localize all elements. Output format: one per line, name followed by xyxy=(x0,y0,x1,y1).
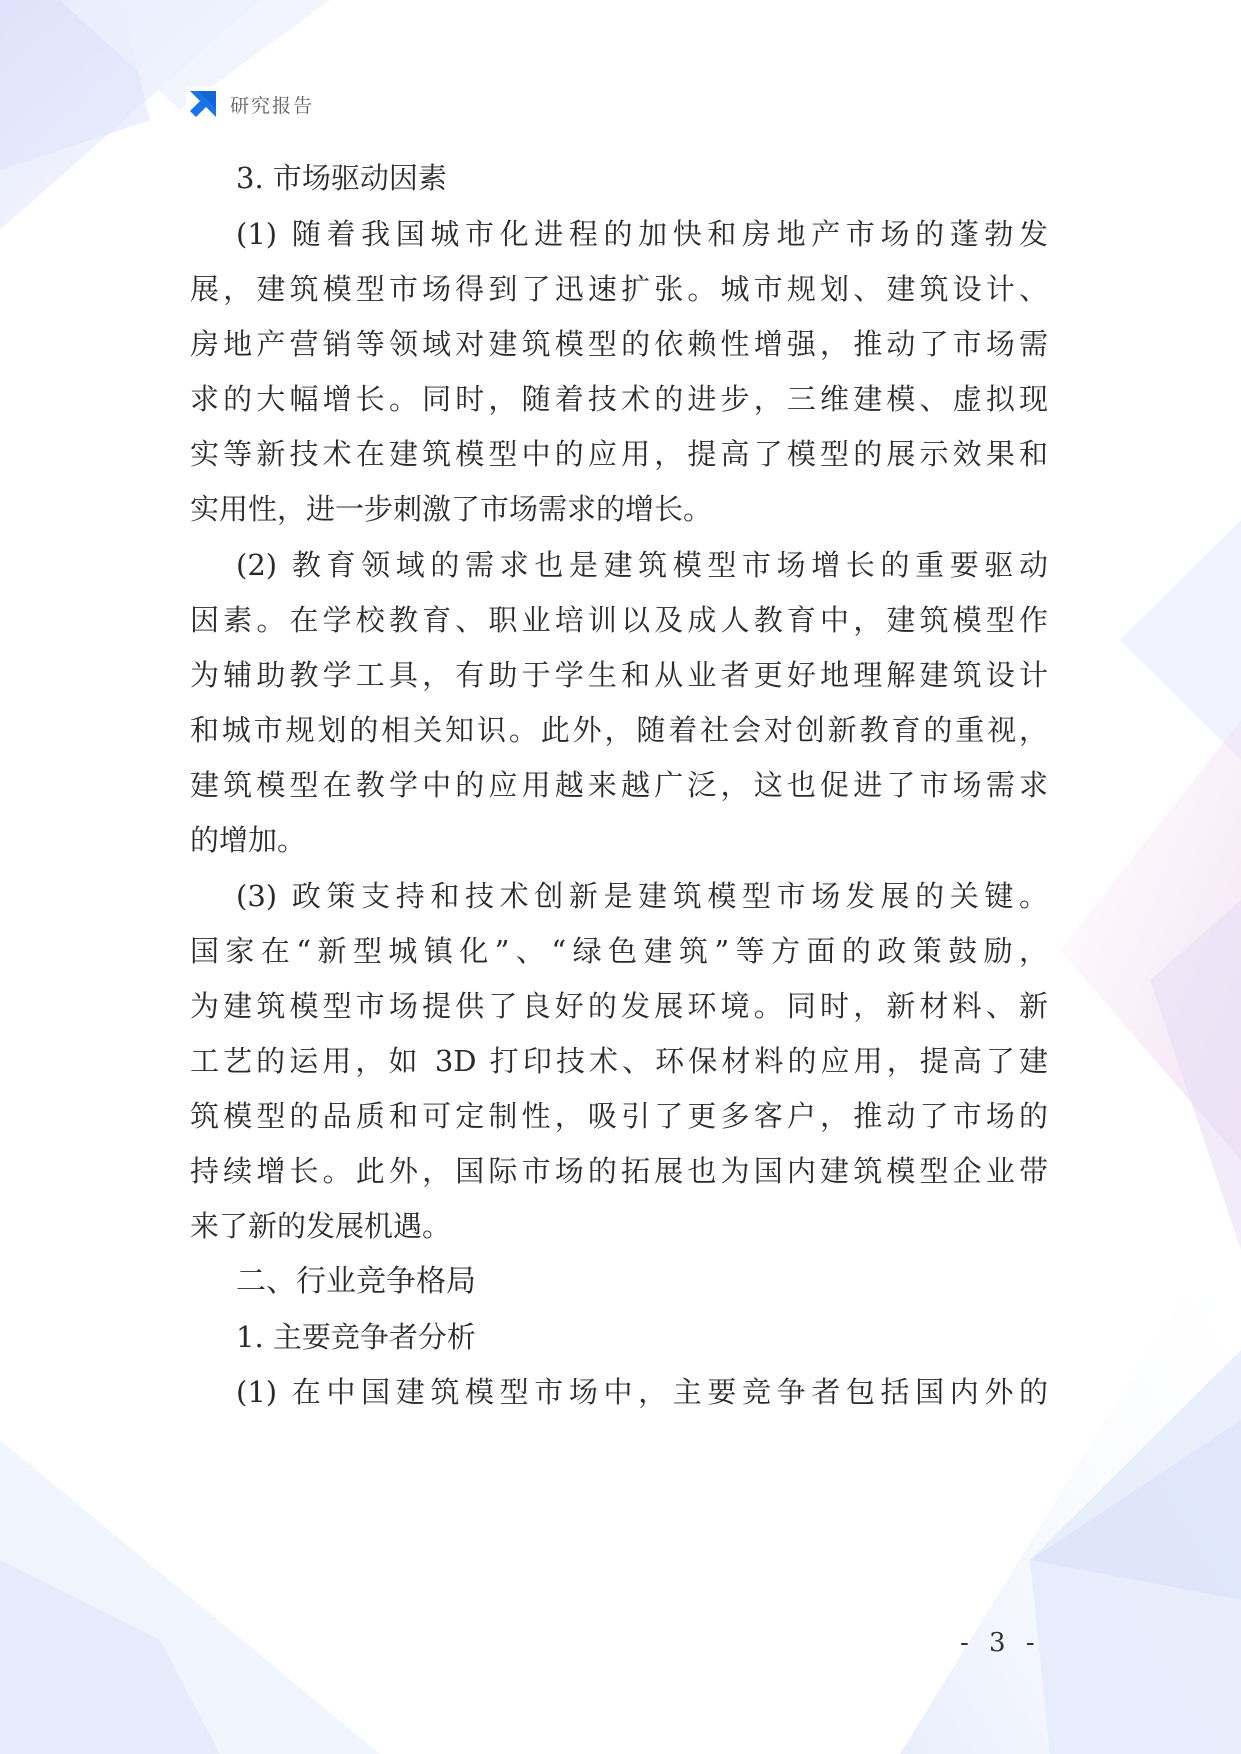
paragraph-line: (2) 教育领域的需求也是建筑模型市场增长的重要驱动 xyxy=(236,548,1048,582)
paragraph-line: 筑模型的品质和可定制性，吸引了更多客户，推动了市场的 xyxy=(190,1099,1048,1133)
paragraph-line: 来了新的发展机遇。 xyxy=(190,1209,452,1243)
paragraph-line: 因素。在学校教育、职业培训以及成人教育中，建筑模型作 xyxy=(190,603,1048,637)
paragraph-line: 求的大幅增长。同时，随着技术的进步，三维建模、虚拟现 xyxy=(190,382,1048,416)
paragraph-line: 为辅助教学工具，有助于学生和从业者更好地理解建筑设计 xyxy=(190,658,1048,692)
paragraph-line: 国家在“新型城镇化”、“绿色建筑”等方面的政策鼓励， xyxy=(190,934,1048,968)
paragraph-line: (1) 随着我国城市化进程的加快和房地产市场的蓬勃发 xyxy=(236,217,1048,251)
page-number: - 3 - xyxy=(960,1628,1041,1658)
paragraph-line: 房地产营销等领域对建筑模型的依赖性增强，推动了市场需 xyxy=(190,327,1048,361)
paragraph-line: 展，建筑模型市场得到了迅速扩张。城市规划、建筑设计、 xyxy=(190,272,1048,306)
section-heading: 1. 主要竞争者分析 xyxy=(236,1320,476,1354)
paragraph-line: (3) 政策支持和技术创新是建筑模型市场发展的关键。 xyxy=(236,879,1048,913)
paragraph-line: 建筑模型在教学中的应用越来越广泛，这也促进了市场需求 xyxy=(190,768,1048,802)
page-header xyxy=(186,86,314,122)
section-heading: 3. 市场驱动因素 xyxy=(236,161,447,195)
paragraph-line: 实用性，进一步刺激了市场需求的增长。 xyxy=(190,492,713,526)
paragraph-line: 实等新技术在建筑模型中的应用，提高了模型的展示效果和 xyxy=(190,437,1048,471)
paragraph-line: 和城市规划的相关知识。此外，随着社会对创新教育的重视， xyxy=(190,713,1048,747)
paragraph-line: 的增加。 xyxy=(190,823,307,857)
chapter-heading: 二、行业竞争格局 xyxy=(236,1264,476,1299)
arrow-logo-icon xyxy=(186,87,220,121)
paragraph-line: 持续增长。此外，国际市场的拓展也为国内建筑模型企业带 xyxy=(190,1154,1048,1188)
paragraph-line: 工艺的运用，如 3D 打印技术、环保材料的应用，提高了建 xyxy=(190,1044,1048,1078)
header-title: 研究报告 xyxy=(230,94,315,117)
paragraph-line: 为建筑模型市场提供了良好的发展环境。同时，新材料、新 xyxy=(190,989,1048,1023)
paragraph-line: (1) 在中国建筑模型市场中，主要竞争者包括国内外的 xyxy=(236,1375,1048,1409)
